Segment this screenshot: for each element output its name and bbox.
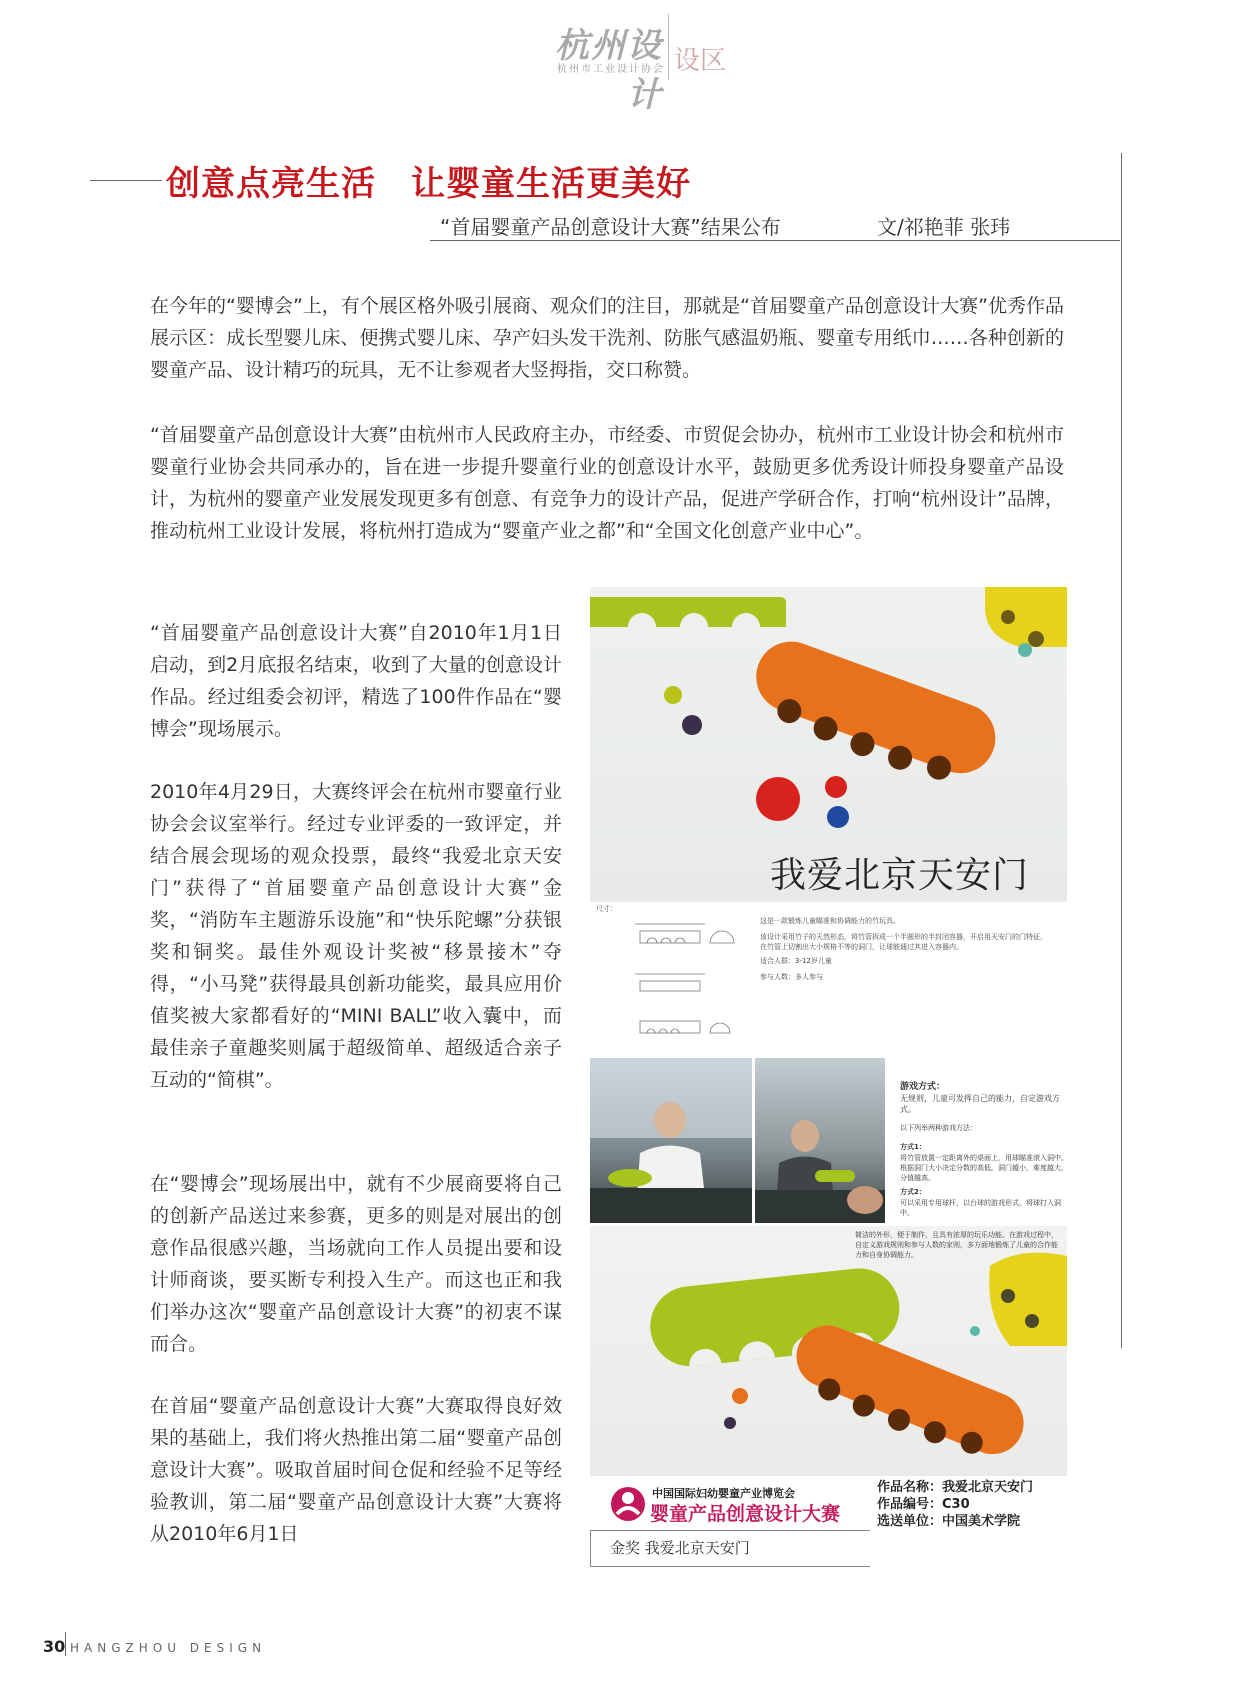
game-method-2-text: 可以采用专用球杆，以台球的游戏形式，将球打入洞中。	[900, 1199, 1061, 1217]
game-method-2-title: 方式2：	[900, 1188, 926, 1196]
work-info	[877, 1479, 1033, 1530]
work-unit: 选送单位：中国美术学院	[877, 1514, 1021, 1529]
spec-line-4: 参与人数：多人参与	[760, 973, 823, 981]
toy-photo-top	[590, 587, 1067, 902]
toy-photo-bottom	[590, 1226, 1067, 1476]
right-rule	[1121, 153, 1122, 1348]
design-note: 简洁的外形，便于制作，且具有浓厚的玩乐功能。在游戏过程中，自定义游戏规则和参与人数的家则，多方面地锻炼了儿童的合作能力和自身协调能力。	[855, 1231, 1058, 1259]
award-caption: 金奖 我爱北京天安门	[610, 1539, 750, 1557]
article-title: 创意点亮生活 让婴童生活更美好	[166, 164, 691, 204]
paragraph-5: 在“婴博会”现场展出中，就有不少展商要将自己的创新产品送过来参赛，更多的则是对展出的创意作品很感兴趣，当场就向工作人员提出要和设计师商谈，要买断专利投入生产。而这也正和我们举办这次“婴童产品创意设计大赛”的初衷不谋而合。	[150, 1173, 562, 1355]
game-title: 游戏方式：	[900, 1082, 946, 1092]
event-name-top: 中国国际妇幼婴童产业博览会	[652, 1487, 795, 1500]
work-number: 作品编号：C30	[877, 1497, 970, 1512]
event-logo	[608, 1484, 854, 1524]
event-name-main: 婴童产品创意设计大赛	[650, 1503, 841, 1525]
product-name-caption: 我爱北京天安门	[770, 855, 1030, 896]
technical-drawing	[595, 909, 755, 1054]
spec-label: 尺寸：	[596, 905, 617, 913]
toy-illustration-bottom	[590, 1226, 1067, 1476]
work-name: 作品名称：我爱北京天安门	[877, 1480, 1034, 1495]
paragraph-1: 在今年的“婴博会”上，有个展区格外吸引展商、观众们的注目，那就是“首届婴童产品创意设计大赛”优秀作品展示区：成长型婴儿床、便携式婴儿床、孕产妇头发干洗剂、防胀气感温奶瓶、婴童专用纸巾……各种创新的婴童产品、设计精巧的玩具，无不让参观者大竖拇指，交口称赞。	[150, 295, 1064, 381]
paragraph-2: “首届婴童产品创意设计大赛”由杭州市人民政府主办，市经委、市贸促会协办，杭州市工业设计协会和杭州市婴童行业协会共同承办的，旨在进一步提升婴童行业的创意设计水平，鼓励更多优秀设计师投身婴童产品设计，为杭州的婴童产业发展发现更多有创意、有竞争力的设计产品，促进产学研合作，打响“杭州设计”品牌，推动杭州工业设计发展，将杭州打造成为“婴童产业之都”和“全国文化创意产业中心”。	[150, 424, 1064, 542]
footer-divider	[65, 1632, 66, 1656]
spec-line-3: 适合人群：3-12岁儿童	[760, 957, 832, 965]
article-byline: 文/祁艳菲 张玮	[877, 215, 1011, 239]
paragraph-4: 2010年4月29日，大赛终评会在杭州市婴童行业协会会议室举行。经过专业评委的一致评定，并结合展会现场的观众投票，最终“我爱北京天安门”获得了“首届婴童产品创意设计大赛”金奖，“消防车主题游乐设施”和“快乐陀螺”分获银奖和铜奖。最佳外观设计奖被“移景接木”夺得，“小马凳”获得最具创新功能奖，最具应用价值奖被大家都看好的“MINI BALL”收入囊中，而最佳亲子童趣奖则属于超级简单、超级适合亲子互动的“简棋”。	[150, 781, 562, 1091]
caption-rule-bottom	[590, 1566, 870, 1567]
title-rule	[90, 180, 162, 181]
magazine-logo: 杭州设计	[555, 26, 663, 115]
spec-line-2: 该设计采用竹子的天然形态，将竹管拆成一个半圆形的半封闭容器，开启用天安门的门特征，在竹管上切割出大小规格不等的洞门，让球能通过其进入容器内。	[760, 933, 1047, 951]
footer-brand: HANGZHOU DESIGN	[70, 1641, 267, 1655]
paragraph-3: “首届婴童产品创意设计大赛”自2010年1月1日启动，到2月底报名结束，收到了大量的创意设计作品。经过组委会初评，精选了100件作品在“婴博会”现场展示。	[150, 622, 562, 740]
event-emblem-icon	[608, 1484, 648, 1524]
game-method-1-title: 方式1：	[900, 1143, 926, 1151]
header-divider	[668, 14, 669, 80]
section-label: 设区	[674, 46, 727, 76]
page-number: 30	[43, 1637, 66, 1656]
subtitle-rule	[430, 240, 1120, 241]
article-subtitle: “首届婴童产品创意设计大赛”结果公布	[440, 215, 781, 239]
game-intro: 无规则，儿童可发挥自己的能力，自定游戏方式。	[900, 1094, 1060, 1114]
spec-line-1: 这是一款锻炼儿童瞄准和协调能力的竹玩具。	[760, 917, 900, 925]
caption-rule-top	[590, 1530, 870, 1531]
event-photo-left	[590, 1058, 752, 1223]
event-photo-right	[755, 1058, 885, 1223]
spec-drawing-area	[590, 904, 1067, 1054]
paragraph-6: 在首届“婴童产品创意设计大赛”大赛取得良好效果的基础上，我们将火热推出第二届“婴童产品创意设计大赛”。吸取首届时间仓促和经验不足等经验教训，第二届“婴童产品创意设计大赛”大赛将从2010年6月1日	[150, 1395, 562, 1545]
game-instructions	[900, 1082, 1070, 1218]
game-list-head: 以下列举两种游戏方法：	[900, 1124, 977, 1132]
caption-rule-left	[590, 1530, 591, 1567]
game-method-1-text: 将竹管放置一定距离外的桌面上，用球瞄准滚入洞中。根据洞门大小决定分数的高低。洞门越小，难度越大，分值越高。	[900, 1154, 1068, 1182]
magazine-logo-subtitle: 杭州市工业设计协会	[557, 64, 665, 75]
